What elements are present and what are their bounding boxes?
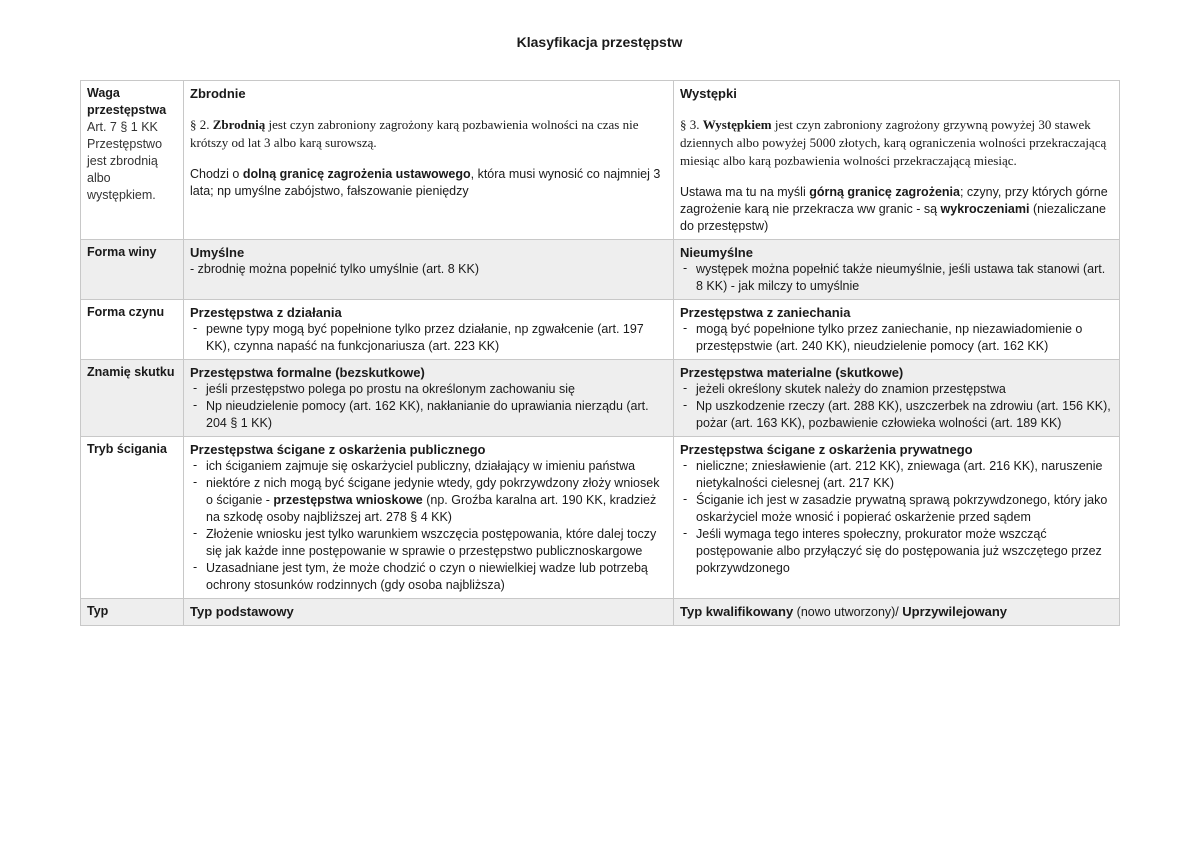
list-item: - występek można popełnić także nieumyślnie, jeśli ustawa tak stanowi (art. 8 KK) - jak milczy to umyślnie [696, 261, 1113, 295]
wystepki-cell [674, 81, 1120, 240]
nieumyslne-list [680, 261, 1113, 295]
zbrodnie-note [190, 166, 667, 200]
text-bold: Zbrodnią [212, 117, 266, 132]
text: jest czyn zabroniony zagrożony karą pozbawienia wolności na czas nie krótszy od lat 3 albo karą surowszą. [190, 117, 639, 150]
publiczne-list [190, 458, 667, 594]
umyslne-text: - zbrodnię można popełnić tylko umyślnie (art. 8 KK) [190, 262, 480, 276]
list-item: - Złożenie wniosku jest tylko warunkiem wszczęcia postępowania, które dalej toczy się jak każde inne postępowanie w sprawie o przestępstwo publicznoskargowe [206, 526, 667, 560]
list-item: - ich ściganiem zajmuje się oskarżyciel publiczny, działający w imieniu państwa [206, 458, 667, 475]
text-bold: dolną granicę zagrożenia ustawowego [242, 167, 471, 181]
table-row-forma-czynu [81, 300, 1120, 360]
umyslne-heading: Umyślne [190, 245, 245, 260]
text: Chodzi o [190, 167, 243, 181]
table-row-waga [81, 81, 1120, 240]
text-bold: przestępstwa wnioskowe [273, 493, 423, 507]
row-label: Typ [81, 599, 184, 626]
nieumyslne-heading: Nieumyślne [680, 245, 753, 260]
zaniechanie-heading: Przestępstwa z zaniechania [680, 305, 851, 320]
list-item: - jeżeli określony skutek należy do znamion przestępstwa [696, 381, 1113, 398]
text: (niezaliczane do przestępstw) [680, 202, 1106, 233]
formalne-list [190, 381, 667, 432]
typ-podstawowy-heading: Typ podstawowy [190, 604, 294, 619]
row-label: Waga przestępstwa [87, 86, 167, 117]
dzialanie-list [190, 321, 667, 355]
row-label-cell [81, 81, 184, 240]
nieumyslne-cell [674, 240, 1120, 300]
typ-podstawowy-cell [184, 599, 674, 626]
list-item: - Np nieudzielenie pomocy (art. 162 KK), nakłanianie do uprawiania nierządu (art. 204 § 1 KK) [206, 398, 667, 432]
zbrodnie-definition [190, 116, 667, 152]
prywatne-cell [674, 437, 1120, 599]
text: Ustawa ma tu na myśli [680, 185, 810, 199]
materialne-list [680, 381, 1113, 432]
text: , która musi wynosić co najmniej 3 lata; np umyślne zabójstwo, fałszowanie pieniędzy [190, 167, 661, 198]
wystepki-definition [680, 116, 1113, 170]
text: ; czyny, przy których górne zagrożenie karą nie przekracza ww granic - są [680, 185, 1108, 216]
text-bold: górną granicę zagrożenia [809, 185, 960, 199]
table-row-typ [81, 599, 1120, 626]
text-bold: Typ kwalifikowany [680, 604, 794, 619]
text: § 2. [190, 117, 213, 132]
formalne-heading: Przestępstwa formalne (bezskutkowe) [190, 365, 425, 380]
text-bold: Uprzywilejowany [902, 604, 1008, 619]
text-bold: Występkiem [702, 117, 772, 132]
zaniechanie-cell [674, 300, 1120, 360]
list-item: - mogą być popełnione tylko przez zaniechanie, np niezawiadomienie o przestępstwie (art. 240 KK), nieudzielenie pomocy (art. 162 KK) [696, 321, 1113, 355]
formalne-cell [184, 360, 674, 437]
list-item: - jeśli przestępstwo polega po prostu na określonym zachowaniu się [206, 381, 667, 398]
list-item: - Np uszkodzenie rzeczy (art. 288 KK), uszczerbek na zdrowiu (art. 156 KK), pożar (art. 163 KK), pozbawienie człowieka wolności (art. 189 KK) [696, 398, 1113, 432]
list-item: - pewne typy mogą być popełnione tylko przez działanie, np zgwałcenie (art. 197 KK), czynna napaść na funkcjonariusza (art. 223 KK) [206, 321, 667, 355]
materialne-heading: Przestępstwa materialne (skutkowe) [680, 365, 904, 380]
table-row-tryb-scigania [81, 437, 1120, 599]
typ-kwalifikowany-text [680, 603, 1113, 621]
table-row-znamie-skutku [81, 360, 1120, 437]
list-item [206, 475, 667, 526]
row-label-sub: Art. 7 § 1 KK Przestępstwo jest zbrodnią albo występkiem. [87, 120, 163, 202]
text: (nowo utworzony)/ [793, 605, 903, 619]
row-label: Forma czynu [81, 300, 184, 360]
row-label: Forma winy [81, 240, 184, 300]
prywatne-list [680, 458, 1113, 577]
umyslne-cell [184, 240, 674, 300]
publiczne-heading: Przestępstwa ścigane z oskarżenia publicznego [190, 442, 486, 457]
wystepki-heading: Występki [680, 86, 737, 101]
zaniechanie-list [680, 321, 1113, 355]
publiczne-cell [184, 437, 674, 599]
typ-kwalifikowany-cell [674, 599, 1120, 626]
page-title: Klasyfikacja przestępstw [516, 34, 683, 50]
table-row-forma-winy [81, 240, 1120, 300]
classification-table [80, 80, 1120, 626]
row-label: Tryb ścigania [81, 437, 184, 599]
prywatne-heading: Przestępstwa ścigane z oskarżenia prywatnego [680, 442, 973, 457]
list-item: - Uzasadniane jest tym, że może chodzić o czyn o niewielkiej wadze lub potrzebą ochrony stosunków rodzinnych (gdy osoba najbliższa) [206, 560, 667, 594]
zbrodnie-cell [184, 81, 674, 240]
list-item: - Jeśli wymaga tego interes społeczny, prokurator może wszcząć postępowanie albo przyłączyć się do postępowania już wszczętego przez pokrzywdzonego [696, 526, 1113, 577]
zbrodnie-heading: Zbrodnie [190, 86, 246, 101]
text-bold: wykroczeniami [940, 202, 1030, 216]
dzialanie-cell [184, 300, 674, 360]
materialne-cell [674, 360, 1120, 437]
wystepki-note [680, 184, 1113, 235]
list-item: - nieliczne; zniesławienie (art. 212 KK), zniewaga (art. 216 KK), naruszenie nietykalności cielesnej (art. 217 KK) [696, 458, 1113, 492]
dzialanie-heading: Przestępstwa z działania [190, 305, 342, 320]
text: jest czyn zabroniony zagrożony grzywną powyżej 30 stawek dziennych albo powyżej 5000 złotych, karą ograniczenia wolności przekraczającą miesiąc albo karą pozbawienia wolności przekraczającą miesiąc. [680, 117, 1107, 168]
list-item: - Ściganie ich jest w zasadzie prywatną sprawą pokrzywdzonego, który jako oskarżyciel może wnosić i popierać oskarżenie przed sądem [696, 492, 1113, 526]
text: § 3. [680, 117, 703, 132]
text: niektóre z nich mogą być ścigane jedynie wtedy, gdy pokrzywdzony złoży wniosek o ściganie - [206, 476, 660, 507]
text: (np. Groźba karalna art. 190 KK, kradzież na szkodę osoby najbliższej art. 278 § 4 KK) [206, 493, 657, 524]
row-label: Znamię skutku [81, 360, 184, 437]
